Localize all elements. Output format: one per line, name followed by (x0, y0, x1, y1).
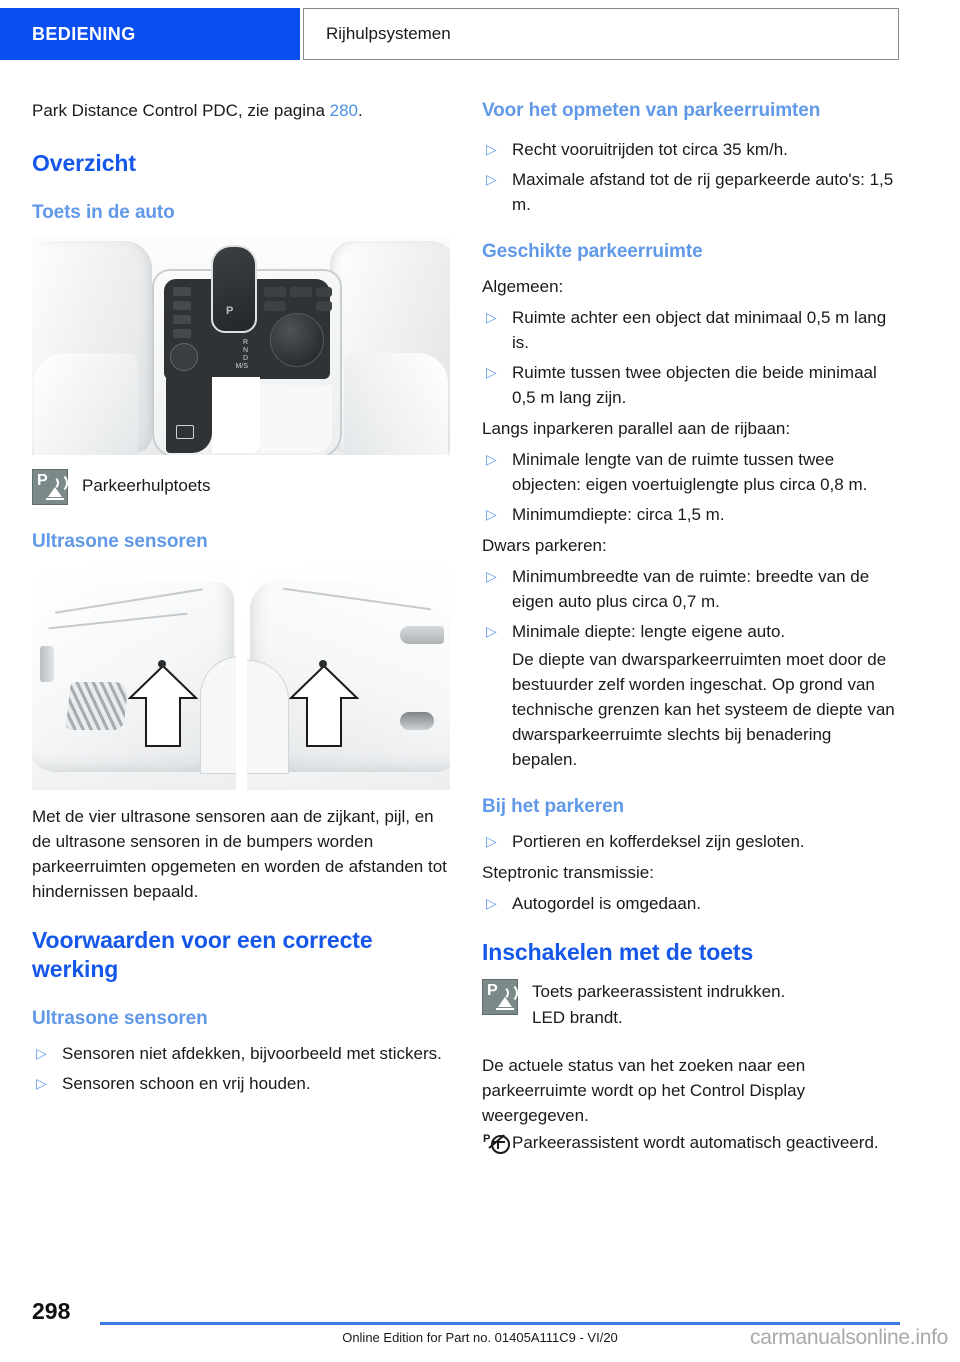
parkeerhulptoets-caption-row (32, 469, 450, 505)
list-item-text: Minimale lengte van de ruimte tussen twee objecten: eigen voertuiglengte plus circa 0,8 m. (512, 450, 868, 494)
lead-algemeen: Algemeen: (482, 277, 564, 296)
opmeten-bullet-list (482, 137, 900, 217)
page-footer (0, 1282, 960, 1362)
inschakelen-line-1: Toets parkeerassistent indrukken. (532, 982, 786, 1001)
console-button (316, 301, 332, 311)
exhaust-pipe (400, 712, 434, 730)
bullet-triangle-icon: ▷ (486, 568, 497, 584)
chapter-tab-label: BEDIENING (32, 23, 136, 44)
parkeerassistent-auto-note (482, 1130, 900, 1155)
bullet-triangle-icon: ▷ (486, 309, 497, 325)
seat-right-base (344, 353, 448, 455)
section-title-label: Rijhulpsystemen (326, 24, 451, 43)
front-wheel-arch (200, 656, 236, 774)
parkeerhulptoets-icon (32, 469, 68, 505)
list-item (482, 564, 900, 614)
console-side-button (173, 301, 191, 310)
list-item (482, 167, 900, 217)
sensor-arrow (289, 664, 359, 748)
heading-ultrasone-sensoren: Ultrasone sensoren (32, 531, 208, 552)
intro-text: Park Distance Control PDC, zie pagina (32, 101, 330, 120)
list-item-text: Recht vooruitrijden tot circa 35 km/h. (512, 140, 788, 159)
parkeerhulp-button-on-console (173, 315, 191, 324)
gear-selector (211, 245, 257, 333)
console-side-button (173, 287, 191, 296)
list-item-text: Minimumdiepte: circa 1,5 m. (512, 505, 725, 524)
heading-bij-het-parkeren: Bij het parkeren (482, 796, 625, 817)
lead-dwars-parkeren: Dwars parkeren: (482, 536, 607, 555)
figure-divider (240, 564, 243, 790)
list-item (482, 829, 900, 854)
list-item (482, 305, 900, 355)
right-column (482, 98, 900, 1155)
bullet-triangle-icon: ▷ (486, 171, 497, 187)
list-item-text: Sensoren schoon en vrij houden. (62, 1074, 311, 1093)
list-item (482, 619, 900, 772)
list-item-text: Minimale diepte: lengte eigene auto. (512, 622, 786, 641)
parking-brake-button (176, 425, 194, 439)
list-item (482, 447, 900, 497)
center-console-figure (32, 235, 450, 455)
list-item-text: Portieren en kofferdeksel zijn gesloten. (512, 832, 805, 851)
console-pad-a (212, 377, 260, 453)
bullet-triangle-icon: ▷ (486, 506, 497, 522)
pdc-icon-base (496, 1008, 514, 1010)
bullet-triangle-icon: ▷ (486, 364, 497, 380)
steptronic-bullet-list (482, 891, 900, 916)
wheel-icon-spoke (497, 1142, 499, 1149)
left-column (32, 98, 450, 1102)
heading-geschikte-parkeerruimte: Geschikte parkeerruimte (482, 241, 703, 262)
lead-steptronic: Steptronic transmissie: (482, 863, 654, 882)
rear-wheel-arch (247, 660, 289, 774)
bullet-triangle-icon: ▷ (486, 833, 497, 849)
pdc-icon-triangle (498, 997, 512, 1007)
intro-suffix: . (358, 101, 363, 120)
console-pad-b (260, 385, 332, 453)
list-item-text: Sensoren niet afdekken, bijvoorbeeld met stickers. (62, 1044, 442, 1063)
bullet-triangle-icon: ▷ (486, 451, 497, 467)
bullet-triangle-icon: ▷ (486, 623, 497, 639)
page-reference-link[interactable]: 280 (329, 101, 359, 120)
sensor-description-paragraph: Met de vier ultrasone sensoren aan de zijkant, pijl, en de ultrasone sensoren in de bumpers worden parkeerruimten opgemeten en worden de afstanden tot hindernissen bepaald. (32, 807, 447, 901)
gear-position-letters: R N D M/S (235, 339, 248, 370)
parkeerassistent-stuurwiel-icon (482, 1133, 512, 1151)
air-intake-grille (65, 682, 128, 730)
heading-voor-het-opmeten: Voor het opmeten van parkeerruimten (482, 100, 821, 121)
inschakelen-texts (532, 979, 785, 1031)
inschakelen-instruction-row (482, 979, 900, 1031)
heading-voorwaarden: Voorwaarden voor een correcte werking (32, 927, 373, 982)
console-button (290, 287, 312, 297)
list-item (32, 1041, 450, 1066)
bullet-triangle-icon: ▷ (36, 1075, 47, 1091)
status-paragraph: De actuele status van het zoeken naar een parkeerruimte wordt op het Control Display weergegeven. (482, 1056, 806, 1125)
bullet-triangle-icon: ▷ (36, 1045, 47, 1061)
inschakelen-line-2: LED brandt. (532, 1008, 623, 1027)
list-item-text: Minimumbreedte van de ruimte: breedte van de eigen auto plus circa 0,7 m. (512, 567, 870, 611)
heading-overzicht: Overzicht (32, 150, 136, 176)
voorwaarden-bullet-list (32, 1041, 450, 1096)
ultrasone-sensoren-figure (32, 564, 450, 790)
list-item-text: Ruimte achter een object dat minimaal 0,5 m lang is. (512, 308, 887, 352)
front-bumper-illustration (32, 564, 236, 790)
intro-reference (32, 98, 450, 123)
console-lower-panel (166, 363, 212, 453)
wheel-icon-letter: P (483, 1133, 491, 1145)
rear-bumper-illustration (247, 564, 451, 790)
footer-divider (100, 1322, 900, 1325)
start-stop-button (170, 343, 198, 371)
side-sensor-dot (319, 660, 327, 668)
list-item-text: Ruimte tussen twee objecten die beide minimaal 0,5 m lang zijn. (512, 363, 877, 407)
bullet-triangle-icon: ▷ (486, 895, 497, 911)
dwars-bullet-list (482, 564, 900, 772)
list-item (482, 137, 900, 162)
heading-ultrasone-sensoren-2: Ultrasone sensoren (32, 1008, 208, 1029)
kidney-grille (40, 646, 54, 682)
list-item-text: Autogordel is omgedaan. (512, 894, 702, 913)
heading-inschakelen-met-de-toets: Inschakelen met de toets (482, 939, 754, 965)
seat-left-base (34, 353, 138, 455)
list-item (482, 502, 900, 527)
bullet-triangle-icon: ▷ (486, 141, 497, 157)
console-button (264, 287, 286, 297)
page-header (0, 8, 960, 60)
list-item (482, 891, 900, 916)
parkeerhulptoets-caption: Parkeerhulptoets (82, 476, 211, 495)
heading-toets-in-de-auto: Toets in de auto (32, 202, 175, 223)
list-item-text: Maximale afstand tot de rij geparkeerde auto's: 1,5 m. (512, 170, 894, 214)
edition-text: Online Edition for Part no. 01405A111C9 - VI/20 (342, 1330, 618, 1345)
algemeen-bullet-list (482, 305, 900, 410)
console-button (264, 301, 286, 311)
lead-langs-inparkeren: Langs inparkeren parallel aan de rijbaan: (482, 419, 791, 438)
pdc-icon-letter: P (37, 472, 48, 489)
sensor-arrow (128, 664, 198, 748)
dwars-note-paragraph: De diepte van dwarsparkeerruimten moet door de bestuurder zelf worden ingeschat. Op grond van technische grenzen kan het systeem de diepte van dwarsparkeerruimte slechts bij benadering bepalen. (512, 650, 895, 769)
watermark: carmanualsonline.info (750, 1326, 948, 1349)
console-side-button (173, 329, 191, 338)
parkeerassistent-toets-icon (482, 979, 518, 1015)
console-button (316, 287, 332, 297)
pdc-icon-letter: P (487, 982, 498, 999)
idrive-controller-knob (270, 313, 324, 367)
wheel-note-text: Parkeerassistent wordt automatisch geactiveerd. (512, 1133, 879, 1152)
page-number: 298 (32, 1298, 71, 1324)
pdc-icon-triangle (48, 487, 62, 497)
chapter-tab (0, 8, 300, 60)
side-sensor-dot (158, 660, 166, 668)
list-item (482, 360, 900, 410)
list-item (32, 1071, 450, 1096)
section-title-box (303, 8, 899, 60)
bij-parkeren-bullet-list (482, 829, 900, 854)
langs-bullet-list (482, 447, 900, 527)
tail-light (400, 626, 444, 644)
pdc-icon-base (46, 498, 64, 500)
